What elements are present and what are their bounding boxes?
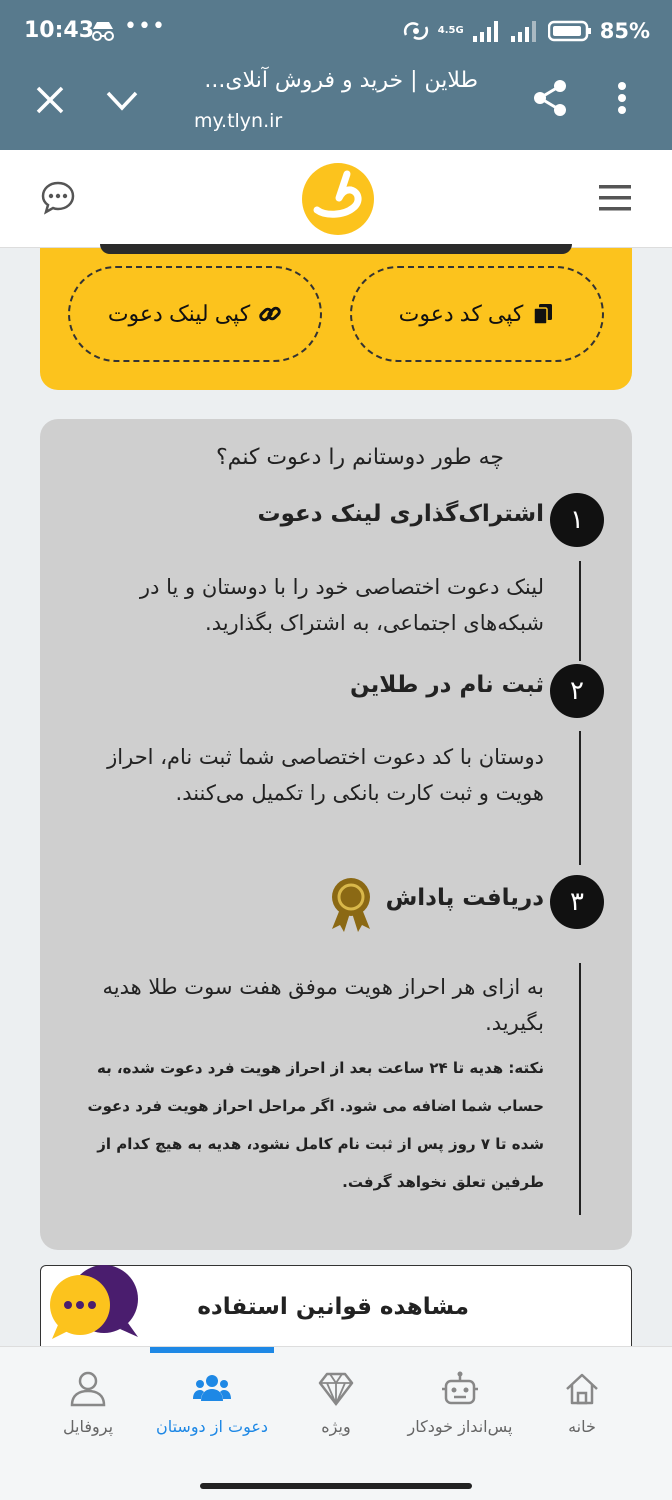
browser-url[interactable]: my.tlyn.ir [194, 110, 283, 132]
copy-invite-code-button[interactable] [350, 266, 604, 362]
diamond-icon [316, 1369, 356, 1409]
nav-label-profile: پروفایل [62, 1417, 114, 1436]
share-icon[interactable] [530, 78, 570, 118]
network-type: 4.5G [437, 25, 464, 36]
copy-invite-link-label: کپی لینک دعوت [107, 301, 251, 326]
nav-active-indicator [150, 1347, 274, 1353]
link-icon [258, 302, 282, 326]
nav-item-profile[interactable] [18, 1369, 158, 1449]
step-number-1: ۱ [550, 493, 604, 547]
bottom-navigation [0, 1346, 672, 1500]
signal-icon-2 [510, 20, 540, 42]
nav-label-invite-friends: دعوت از دوستان [155, 1417, 269, 1436]
browser-page-title: طلاین | خرید و فروش آنلای... [204, 68, 478, 93]
step-text-2: دوستان با کد دعوت اختصاصی شما ثبت نام، احراز هویت و ثبت کارت بانکی را تکمیل می‌کنند. [107, 745, 544, 805]
invite-actions-card [40, 248, 632, 390]
step-connector-1 [579, 561, 581, 661]
step-title-3: دریافت پاداش [385, 885, 544, 911]
nav-item-invite-friends[interactable] [142, 1369, 282, 1449]
gesture-handle[interactable] [200, 1483, 472, 1489]
how-to-invite-title: چه طور دوستانم را دعوت کنم؟ [216, 445, 504, 470]
invite-code-box-edge [100, 244, 572, 254]
nav-label-home: خانه [568, 1417, 596, 1436]
nav-item-home[interactable] [512, 1369, 652, 1449]
battery-icon [548, 20, 592, 42]
copy-icon [531, 302, 555, 326]
step-connector-2 [579, 731, 581, 865]
step-connector-3 [579, 963, 581, 1215]
nav-item-auto-saving[interactable] [390, 1369, 530, 1449]
profile-icon [68, 1369, 108, 1409]
hamburger-menu-icon[interactable] [598, 182, 632, 214]
incognito-icon [90, 20, 116, 42]
step-title-1: اشتراک‌گذاری لینک دعوت [257, 501, 544, 527]
chevron-down-icon[interactable] [104, 82, 140, 118]
signal-icon [472, 20, 502, 42]
reward-note: نکته: هدیه تا ۲۴ ساعت بعد از احراز هویت فرد دعوت شده، به حساب شما اضافه می شود. اگر مراحل احراز هویت فرد دعوت شده تا ۷ روز پس از ثبت نام کامل نشود، هدیه به هیچ کدام از طرفین تعلق نخواهد گرفت. [87, 1059, 544, 1191]
home-icon [562, 1369, 602, 1409]
robot-icon [440, 1369, 480, 1409]
step-number-2: ۲ [550, 664, 604, 718]
status-bar [0, 0, 672, 64]
users-icon [192, 1369, 232, 1409]
step-number-3: ۳ [550, 875, 604, 929]
more-vertical-icon[interactable] [608, 78, 636, 118]
step-text-3: به ازای هر احراز هویت موفق هفت سوت طلا هدیه بگیرید. [102, 975, 544, 1035]
status-indicators [402, 16, 650, 46]
close-icon[interactable] [32, 82, 68, 118]
terms-of-use-label: مشاهده قوانین استفاده [197, 1294, 469, 1320]
how-to-invite-card [40, 419, 632, 1250]
nav-label-auto-saving: پس‌انداز خودکار [407, 1417, 513, 1436]
step-text-1: لینک دعوت اختصاصی خود را با دوستان و یا در شبکه‌های اجتماعی، به اشتراک بگذارید. [139, 575, 544, 635]
nav-label-special: ویژه [321, 1417, 351, 1436]
copy-invite-link-button[interactable] [68, 266, 322, 362]
status-more-dots: ••• [124, 14, 166, 39]
site-header [0, 150, 672, 248]
award-medal-icon [328, 875, 374, 933]
battery-percent: 85% [599, 19, 650, 43]
step-title-2: ثبت نام در طلاین [349, 672, 544, 698]
hotspot-icon [402, 21, 430, 41]
copy-invite-code-label: کپی کد دعوت [398, 301, 524, 326]
status-time: 10:43 [24, 18, 95, 43]
nav-item-special[interactable] [266, 1369, 406, 1449]
browser-toolbar [0, 64, 672, 150]
chat-bubble-icon[interactable] [40, 180, 76, 216]
support-chat-icon[interactable] [44, 1265, 144, 1345]
tlyn-logo[interactable] [301, 162, 375, 236]
